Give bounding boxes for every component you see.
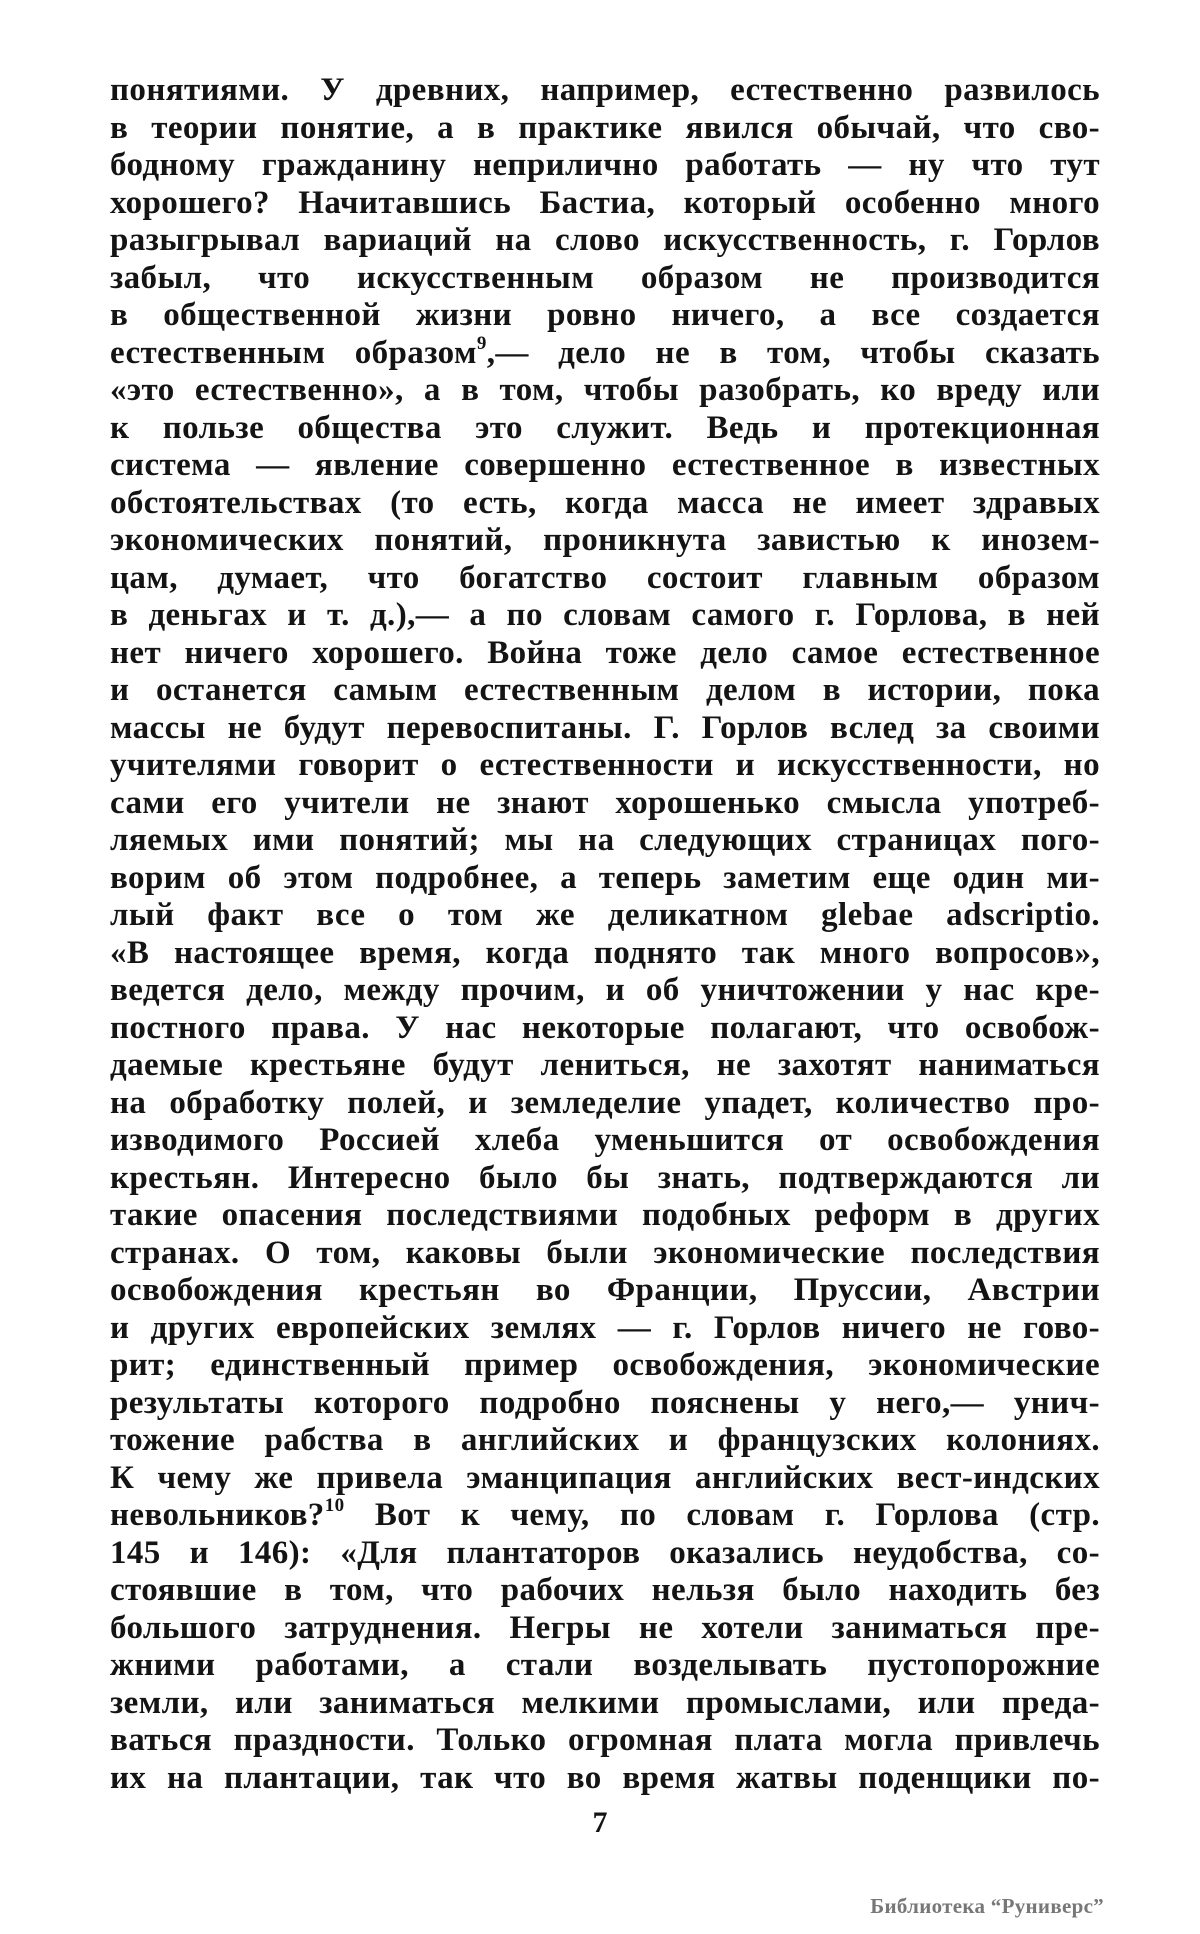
text-line: такие опасения последствиями подобных реформ в других	[110, 1197, 1100, 1233]
library-watermark: Библиотека “Руниверс”	[870, 1894, 1104, 1918]
text-line: в деньгах и т. д.),— а по словам самого г. Горлова, в ней	[110, 597, 1100, 633]
text-line: ляемых ими понятий; мы на следующих страницах пого-	[110, 822, 1100, 858]
text-line: сами его учители не знают хорошенько смысла употреб-	[110, 784, 1100, 821]
text-line: постного права. У нас некоторые полагают, что освобож-	[110, 1009, 1100, 1046]
text-line: рит; единственный пример освобождения, экономические	[110, 1347, 1100, 1383]
text-line: нет ничего хорошего. Война тоже дело самое естественное	[110, 634, 1100, 671]
footnote-ref: 9	[476, 332, 487, 354]
text-line: земли, или заниматься мелкими промыслами, или преда-	[110, 1684, 1100, 1721]
text-line: в теории понятие, а в практике явился обычай, что сво-	[110, 109, 1100, 146]
text-line: разыгрывал вариаций на слово искусственность, г. Горлов	[110, 222, 1100, 258]
text-line: ваться праздности. Только огромная плата могла привлечь	[110, 1722, 1100, 1758]
text-line-with-footnote	[110, 332, 1100, 373]
text-line: их на плантации, так что во время жатвы поденщики по-	[110, 1759, 1100, 1796]
text-line-with-footnote	[110, 1497, 1100, 1535]
text-fragment: естественным образом	[110, 334, 477, 371]
text-line: «это естественно», а в том, чтобы разобрать, ко вреду или	[110, 372, 1100, 408]
text-line: странах. О том, каковы были экономические последствия	[110, 1234, 1100, 1271]
text-line: результаты которого подробно пояснены у него,— унич-	[110, 1384, 1100, 1421]
text-line: обстоятельствах (то есть, когда масса не имеет здравых	[110, 484, 1100, 521]
document-page	[110, 72, 1100, 1797]
text-line: в общественной жизни ровно ничего, а все создается	[110, 297, 1100, 333]
page-number: 7	[592, 1806, 608, 1839]
text-fragment: невольников?	[110, 1497, 325, 1533]
text-line: тожение рабства в английских и французских колониях.	[110, 1422, 1100, 1458]
text-line: лый факт все о том же деликатном glebae adscriptio.	[110, 897, 1100, 933]
text-line: учителями говорит о естественности и искусственности, но	[110, 747, 1100, 783]
text-line: хорошего? Начитавшись Бастиа, который особенно много	[110, 184, 1100, 221]
text-line: бодному гражданину неприлично работать — ну что тут	[110, 147, 1100, 183]
text-line: массы не будут перевоспитаны. Г. Горлов вслед за своими	[110, 709, 1100, 746]
text-line: жними работами, а стали возделывать пустопорожние	[110, 1647, 1100, 1683]
text-line: ведется дело, между прочим, и об уничтожении у нас кре-	[110, 972, 1100, 1008]
text-line: крестьян. Интересно было бы знать, подтверждаются ли	[110, 1159, 1100, 1196]
text-line: понятиями. У древних, например, естественно развилось	[110, 72, 1100, 108]
text-line: на обработку полей, и земледелие упадет, количество про-	[110, 1084, 1100, 1121]
text-line: К чему же привела эманципация английских вест-индских	[110, 1459, 1100, 1496]
text-fragment: ,— дело не в том, чтобы сказать	[486, 334, 1100, 371]
text-line: 145 и 146): «Для плантаторов оказались неудобства, со-	[110, 1534, 1100, 1571]
text-fragment: Вот к чему, по словам г. Горлова (стр.	[344, 1497, 1100, 1533]
footnote-ref: 10	[324, 1495, 345, 1516]
text-line: изводимого Россией хлеба уменьшится от освобождения	[110, 1122, 1100, 1158]
text-line: система — явление совершенно естественное в известных	[110, 447, 1100, 483]
text-line: ворим об этом подробнее, а теперь заметим еще один ми-	[110, 859, 1100, 896]
text-line: стоявшие в том, что рабочих нельзя было находить без	[110, 1572, 1100, 1608]
text-line: даемые крестьяне будут лениться, не захотят наниматься	[110, 1047, 1100, 1083]
text-line: цам, думает, что богатство состоит главным образом	[110, 559, 1100, 596]
text-line: большого затруднения. Негры не хотели заниматься пре-	[110, 1609, 1100, 1646]
text-line: забыл, что искусственным образом не производится	[110, 259, 1100, 296]
text-line: экономических понятий, проникнута завистью к инозем-	[110, 522, 1100, 558]
text-line: и других европейских землях — г. Горлов ничего не гово-	[110, 1309, 1100, 1346]
text-line: и останется самым естественным делом в истории, пока	[110, 672, 1100, 708]
text-line: «В настоящее время, когда поднято так много вопросов»,	[110, 934, 1100, 971]
text-line: освобождения крестьян во Франции, Пруссии, Австрии	[110, 1272, 1100, 1308]
text-line: к пользе общества это служит. Ведь и протекционная	[110, 409, 1100, 446]
